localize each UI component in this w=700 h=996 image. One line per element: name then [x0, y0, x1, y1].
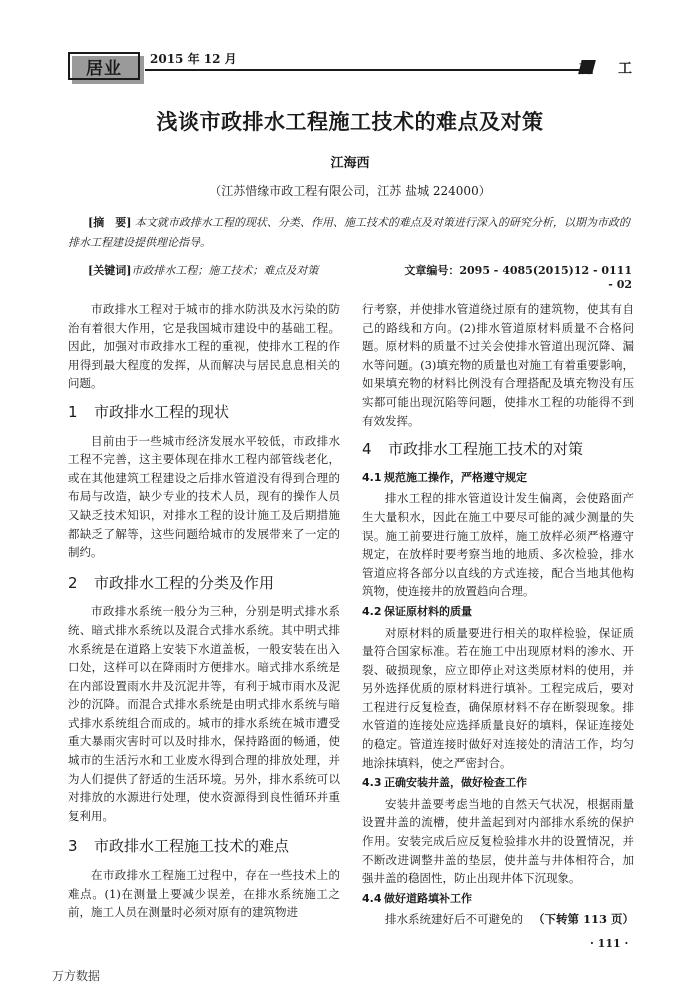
section-2-number: 2 [68, 573, 78, 592]
section-1-number: 1 [68, 402, 78, 421]
page-number: · 111 · [590, 937, 629, 950]
section-2-heading [68, 574, 340, 593]
section-label: 施 工 [579, 61, 642, 77]
article-number: 文章编号：2095 - 4085(2015)12 - 0111 - 02 [404, 264, 632, 291]
section-3-heading [68, 837, 340, 856]
subsection-4-4-number: 4.4 [362, 891, 382, 905]
subsection-4-1-paragraph: 排水工程的排水管道设计发生偏离，会使路面产生大量积水，因此在施工中要尽可能的减少测量的失误。施工前要进行施工放样，施工放样必须严格遵守规定，在放样时要考察当地的地质、多次检验，排水管道应将各部分以直线的方式连接，配合当地其他构筑物，使连接井的放置趋向合理。 [362, 491, 634, 599]
section-2-paragraph: 市政排水系统一般分为三种，分别是明式排水系统、暗式排水系统以及混合式排水系统。其中明式排水系统是在道路上安装下水道盖板，一般安装在出入口处，这样可以在降雨时方便排水。暗式排水系统是在内部设置雨水井及沉泥井等，有利于城市雨水及泥沙的沉降。而混合式排水系统是由明式排水系统与暗式排水系统组合而成的。城市的排水系统在城市遭受重大暴雨灾害时可以及时排水，保持路面的畅通，使城市的生活污水和工业废水得到合理的排放处理，并为人们提供了舒适的生活环境。另外，排水系统可以对排放的水源进行处理，使水资源得到良性循环并重复利用。 [68, 604, 340, 823]
abstract-text: 本文就市政排水工程的现状、分类、作用、施工技术的难点及对策进行深入的研究分析，以期为市政的排水工程建设提供理论指导。 [68, 216, 630, 249]
section-1-paragraph: 目前由于一些城市经济发展水平较低，市政排水工程不完善，这主要体现在排水工程内部管线老化，或在其他建筑工程建设之后排水管道没有得到合理的布局与改造，缺少专业的技术人员，现有的操作人员又缺乏技术知识，对排水工程的设计施工及后期措施都缺乏了解等，这些问题给城市的发展带来了一定的制约。 [68, 433, 340, 560]
section-3-title: 市政排水工程施工技术的难点 [94, 837, 290, 856]
journal-logo: 居业 [68, 52, 140, 80]
keywords [88, 262, 318, 278]
section-1-title: 市政排水工程的现状 [94, 402, 230, 421]
author: 江海西 [330, 156, 370, 171]
section-4-title: 市政排水工程施工技术的对策 [388, 440, 584, 459]
keywords-label: [关键词] [88, 264, 132, 277]
left-column [68, 300, 340, 922]
section-4-heading [362, 440, 634, 459]
subsection-4-3-heading [362, 774, 634, 793]
subsection-4-4-heading [362, 890, 634, 909]
subsection-4-2-number: 4.2 [362, 604, 382, 618]
issue-date: 2015 年 12 月 [150, 52, 237, 66]
subsection-4-1-number: 4.1 [362, 470, 382, 484]
section-1-heading [68, 403, 340, 422]
section-3-paragraph: 在市政排水工程施工过程中，存在一些技术上的难点。(1)在测量上要减少误差，在排水系统施工之前，施工人员在测量时必须对原有的建筑物进 [68, 868, 340, 920]
subsection-4-2-title: 保证原材料的质量 [384, 604, 472, 618]
section-3-number: 3 [68, 837, 78, 856]
subsection-4-4-paragraph [362, 910, 634, 929]
subsection-4-1-heading [362, 469, 634, 488]
subsection-4-3-number: 4.3 [362, 776, 382, 790]
subsection-4-2-heading [362, 603, 634, 622]
subsection-4-4-text: 排水系统建好后不可避免的 [385, 912, 523, 927]
article-title: 浅谈市政排水工程施工技术的难点及对策 [156, 110, 544, 134]
right-column [362, 300, 634, 929]
subsection-4-3-title: 正确安装井盖，做好检查工作 [384, 776, 527, 790]
section-2-title: 市政排水工程的分类及作用 [94, 573, 275, 592]
continued-paragraph: 行考察，并使排水管道绕过原有的建筑物，使其有自己的路线和方向。(2)排水管道原材料质量不合格问题。原材料的质量不过关会使排水管道出现沉降、漏水等问题。(3)填充物的质量也对施工有着重要影响，如果填充物的材料比例没有合理搭配及填充物没有压实都可能出现沉陷等问题，使排水工程的功能得不到有效发挥。 [362, 302, 634, 428]
keywords-text: 市政排水工程；施工技术；难点及对策 [131, 264, 319, 277]
subsection-4-4-title: 做好道路填补工作 [384, 891, 472, 905]
abstract [68, 213, 632, 253]
subsection-4-2-paragraph: 对原材料的质量要进行相关的取样检验，保证质量符合国家标准。若在施工中出现原材料的渗水、开裂、破损现象，应立即停止对这类原材料的使用，并另外选择优质的原材料进行填补。工程完成后，要对工程进行反复检查，确保原材料不存在断裂现象。排水管道的连接处应选择质量良好的填料，保证连接处的稳定。管道连接时做好对连接处的清洁工作，均匀地涂抹填料，使之严密封合。 [362, 625, 634, 770]
subsection-4-1-title: 规范施工操作，严格遵守规定 [384, 470, 527, 484]
section-4-number: 4 [362, 440, 372, 459]
abstract-label: [摘 要] [88, 216, 132, 229]
intro-paragraph: 市政排水工程对于城市的排水防洪及水污染的防治有着很大作用，它是我国城市建设中的基础工程。因此，加强对市政排水工程的重视，使排水工程的作用得到最大程度的发挥，从而解决与居民息息相关的问题。 [68, 302, 340, 391]
footer-watermark: 万方数据 [52, 969, 101, 983]
header-rule [145, 69, 580, 71]
affiliation: （江苏惜缘市政工程有限公司，江苏 盐城 224000） [209, 184, 491, 198]
subsection-4-3-paragraph: 安装井盖要考虑当地的自然天气状况，根据雨量设置井盖的流槽，使井盖起到对内部排水系统的保护作用。安装完成后应反复检验排水井的设置情况，并不断改进调整井盖的垫层，使井盖与井体相符合，加强井盖的稳固性，防止出现井体下沉现象。 [362, 796, 634, 886]
continued-on-note: （下转第 113 页） [533, 912, 635, 927]
